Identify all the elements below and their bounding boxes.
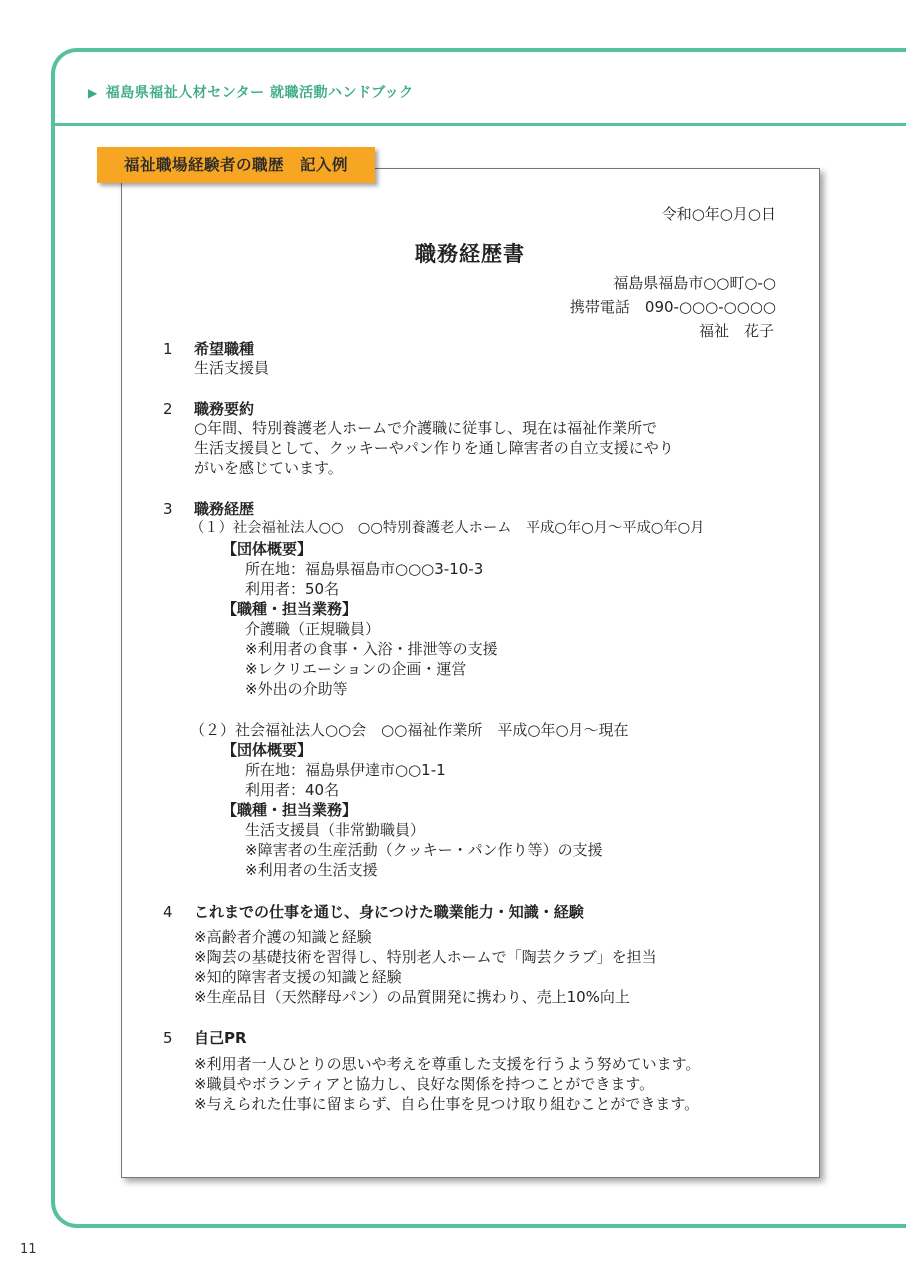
duty-heading: 【職種・担当業務】	[222, 600, 358, 618]
page-number: 11	[20, 1242, 37, 1257]
duty-line: 生活支援員（非常勤職員）	[245, 821, 426, 839]
section-number: 2	[163, 400, 173, 418]
section-line: ※高齢者介護の知識と経験	[194, 928, 372, 946]
section-line: ※知的障害者支援の知識と経験	[194, 968, 402, 986]
document-date: 令和○年○月○日	[661, 205, 776, 223]
triangle-arrow-icon: ▶	[88, 86, 98, 100]
job-title: （２）社会福祉法人○○会 ○○福祉作業所 平成○年○月～現在	[190, 721, 629, 739]
section-line: ○年間、特別養護老人ホームで介護職に従事し、現在は福祉作業所で	[194, 419, 658, 437]
section-line: ※職員やボランティアと協力し、良好な関係を持つことができます。	[194, 1075, 655, 1093]
section-heading: 自己PR	[194, 1029, 247, 1047]
applicant-phone: 携帯電話 090-○○○-○○○○	[569, 298, 776, 316]
section-line: がいを感じています。	[194, 459, 343, 477]
section-number: 5	[163, 1029, 173, 1047]
duty-line: ※外出の介助等	[245, 680, 348, 698]
handbook-title: 福島県福祉人材センター 就職活動ハンドブック	[105, 85, 414, 101]
org-line: 所在地：福島県伊達市○○1-1	[245, 761, 446, 779]
section-heading: 職務要約	[194, 400, 255, 418]
applicant-name: 福祉 花子	[698, 322, 774, 340]
org-line: 所在地：福島県福島市○○○3-10-3	[245, 560, 484, 578]
org-line: 利用者：50名	[245, 580, 340, 598]
duty-heading: 【職種・担当業務】	[222, 801, 358, 819]
section-number: 1	[163, 340, 173, 358]
section-line: ※与えられた仕事に留まらず、自ら仕事を見つけ取り組むことができます。	[194, 1095, 700, 1113]
section-heading: 職務経歴	[194, 500, 255, 518]
job-title: （１）社会福祉法人○○ ○○特別養護老人ホーム 平成○年○月～平成○年○月	[190, 520, 705, 536]
org-heading: 【団体概要】	[222, 741, 313, 759]
duty-line: ※障害者の生産活動（クッキー・パン作り等）の支援	[245, 841, 603, 859]
document-title: 職務経歴書	[415, 242, 525, 266]
handbook-header	[88, 82, 414, 102]
section-line: ※生産品目（天然酵母パン）の品質開発に携わり、売上10%向上	[194, 988, 630, 1006]
example-label: 福祉職場経験者の職歴 記入例	[97, 147, 375, 183]
section-heading: 希望職種	[194, 340, 255, 358]
section-number: 4	[163, 903, 173, 921]
org-line: 利用者：40名	[245, 781, 340, 799]
applicant-address: 福島県福島市○○町○-○	[613, 274, 776, 292]
header-divider	[53, 123, 906, 126]
duty-line: 介護職（正規職員）	[245, 620, 381, 638]
section-line: ※陶芸の基礎技術を習得し、特別老人ホームで「陶芸クラブ」を担当	[194, 948, 657, 966]
section-line: 生活支援員として、クッキーやパン作りを通し障害者の自立支援にやり	[194, 439, 674, 457]
section-line: ※利用者一人ひとりの思いや考えを尊重した支援を行うよう努めています。	[194, 1055, 701, 1073]
duty-line: ※利用者の食事・入浴・排泄等の支援	[245, 640, 498, 658]
org-heading: 【団体概要】	[222, 540, 313, 558]
duty-line: ※レクリエーションの企画・運営	[245, 660, 467, 678]
section-heading: これまでの仕事を通じ、身につけた職業能力・知識・経験	[194, 903, 584, 921]
duty-line: ※利用者の生活支援	[245, 861, 378, 879]
section-number: 3	[163, 500, 173, 518]
resume-sheet	[121, 168, 820, 1178]
section-line: 生活支援員	[194, 359, 270, 377]
